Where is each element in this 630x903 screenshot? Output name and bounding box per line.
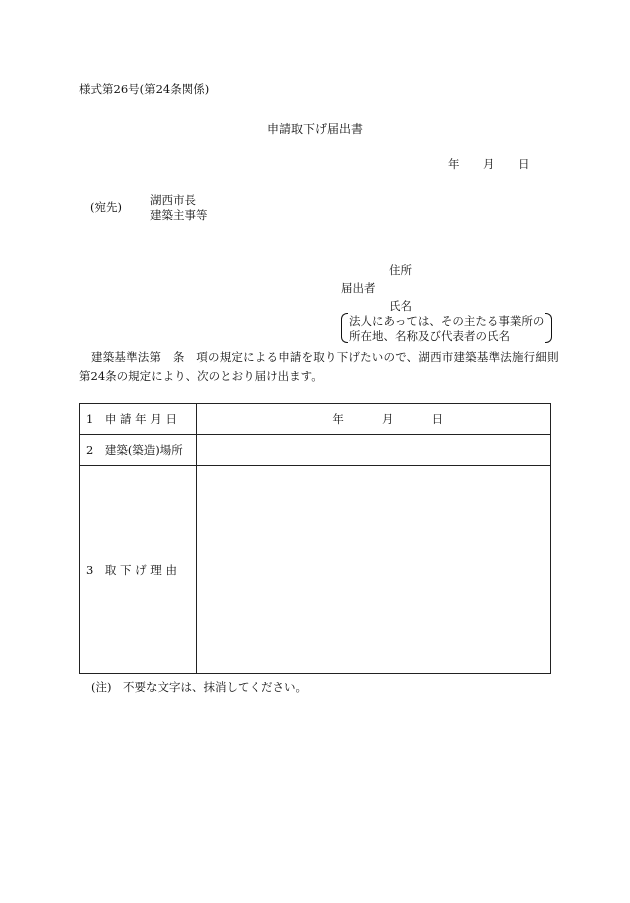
addressee-label: (宛先) (90, 200, 122, 214)
withdrawal-reason-label: 3 取 下 げ 理 由 (80, 466, 197, 674)
construction-site-field[interactable] (197, 435, 551, 466)
document-title: 申請取下げ届出書 (266, 122, 363, 136)
table-row-construction-site (80, 435, 551, 466)
date-month-label: 月 (483, 157, 495, 171)
table-row-application-date (80, 404, 551, 435)
corporation-note-line-1: 法人にあっては、その主たる事業所の (349, 314, 545, 328)
application-date-label: 1 申 請 年 月 日 (80, 404, 197, 435)
address-label: 住所 (389, 263, 412, 277)
date-day-label: 日 (518, 157, 530, 171)
table-row-withdrawal-reason (80, 466, 551, 674)
body-text-line-2: 第24条の規定により、次のとおり届け出ます。 (79, 369, 323, 383)
date-year-label: 年 (448, 157, 460, 171)
body-text-line-1: 建築基準法第 条 項の規定による申請を取り下げたいので、湖西市建築基準法施行細則 (91, 350, 559, 364)
application-date-field[interactable] (197, 404, 551, 435)
application-date-year: 年 (332, 412, 344, 426)
addressee-building-official: 建築主事等 (150, 208, 208, 222)
application-date-month: 月 (382, 412, 394, 426)
form-table (79, 403, 551, 674)
footer-note: (注) 不要な文字は、抹消してください。 (91, 680, 307, 694)
right-bracket (545, 313, 552, 343)
construction-site-label: 2 建築(築造)場所 (80, 435, 197, 466)
form-number: 様式第26号(第24条関係) (79, 82, 210, 96)
corporation-note-line-2: 所在地、名称及び代表者の氏名 (349, 329, 510, 343)
left-bracket (341, 313, 348, 343)
application-date-day: 日 (431, 412, 444, 426)
applicant-label: 届出者 (341, 281, 376, 295)
withdrawal-reason-field[interactable] (197, 466, 551, 674)
corporation-note (341, 313, 552, 343)
addressee-mayor: 湖西市長 (150, 193, 196, 207)
name-label: 氏名 (389, 299, 412, 313)
